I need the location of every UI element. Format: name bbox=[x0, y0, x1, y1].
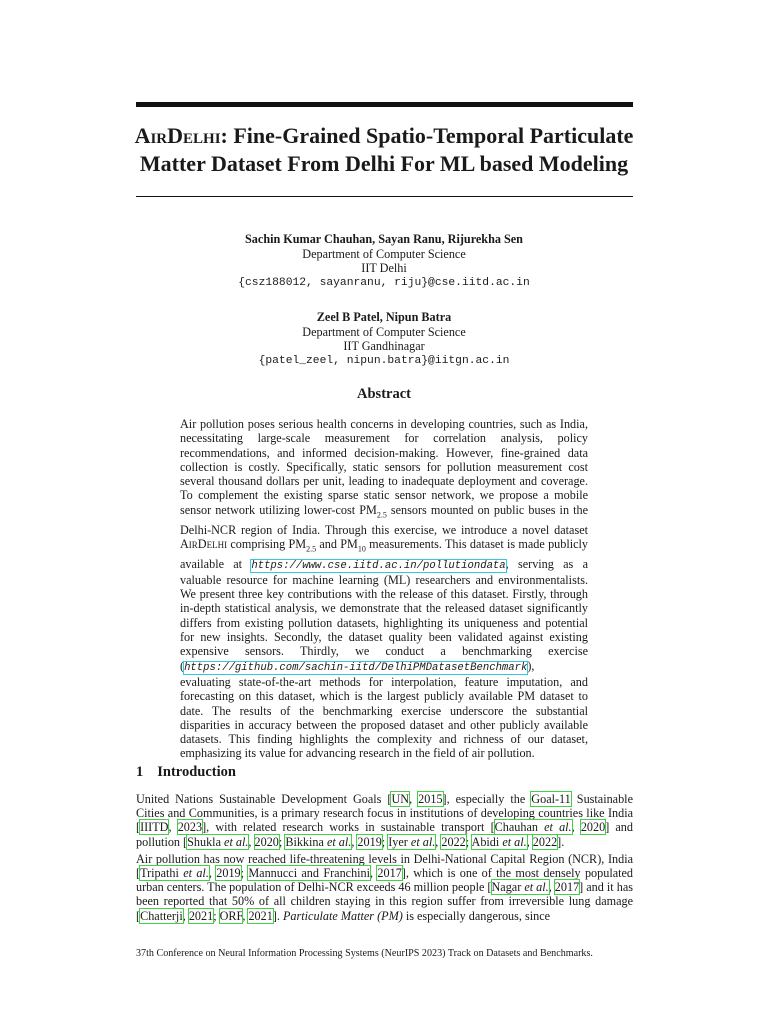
body-text: United Nations Sustainable Development Goals [ bbox=[136, 792, 392, 806]
title-top-rule bbox=[136, 102, 633, 107]
citation-link[interactable]: 2023 bbox=[177, 820, 203, 835]
abstract-text: ), evaluating state-of-the-art methods for interpolation, feature imputation, and forecasting on this dataset, which is the largest publicly available PM dataset to date. The results of the benchmarking exercise underscore the substantial disparities in accuracy between the proposed dataset and other publicly available datasets. This finding highlights the complexity and richness of our dataset, emphasizing its value for advancing research in the field of air pollution. bbox=[180, 658, 588, 761]
intro-paragraph-1 bbox=[136, 792, 633, 849]
body-text: Sustainable Cities and Communities, is a primary research focus in institutions of developing countries like India [ bbox=[136, 792, 633, 835]
body-text: ; bbox=[213, 908, 220, 923]
citation-etal: et al. bbox=[326, 834, 352, 849]
author-inst-iitgn: IIT Gandhinagar bbox=[343, 339, 425, 353]
citation-link[interactable]: 2021 bbox=[188, 908, 214, 923]
author-email-iitd: {csz188012, sayanranu, riju}@cse.iitd.ac.in bbox=[238, 276, 530, 289]
citation-link[interactable]: 2022 bbox=[532, 834, 558, 849]
citation-link[interactable] bbox=[187, 835, 248, 849]
pm25-subscript: 2.5 bbox=[306, 544, 317, 554]
author-dept-iitd: Department of Computer Science bbox=[302, 246, 466, 261]
citation-author: Iyer bbox=[388, 834, 411, 849]
pm10-subscript: 10 bbox=[357, 544, 366, 554]
emphasis-text: Particulate Matter (PM) bbox=[282, 908, 403, 923]
author-dept-iitgn: Department of Computer Science bbox=[302, 324, 466, 339]
title-line1-rest: : Fine-Grained Spatio-Temporal Particulate bbox=[220, 123, 634, 148]
citation-link[interactable]: UN bbox=[391, 792, 410, 806]
body-text: Air pollution has now reached life-threatening levels in Delhi-National Capital Region (NCR), India [ bbox=[136, 851, 633, 881]
citation-link[interactable] bbox=[140, 866, 209, 880]
citation-etal: et al. bbox=[410, 834, 436, 849]
citation-link[interactable]: 2020 bbox=[580, 820, 606, 835]
body-text: ], with related research works in sustainable transport [ bbox=[202, 820, 495, 835]
body-text: ]. bbox=[557, 834, 565, 849]
abstract-heading: Abstract bbox=[357, 386, 411, 402]
citation-link[interactable]: 2015 bbox=[418, 792, 443, 806]
citation-link[interactable] bbox=[285, 835, 351, 849]
citation-etal: et al. bbox=[524, 880, 549, 895]
citation-author: Bikkina bbox=[285, 834, 327, 849]
body-text: ], which is one of the most densely populated urban centers. The population of Delhi-NCR exceeds 46 million people [ bbox=[136, 866, 634, 895]
citation-link[interactable] bbox=[388, 835, 435, 849]
abstract-text: , serving as a valuable resource for machine learning (ML) researchers and environmentalists. We present three key contributions with the release of this dataset. Firstly, through in-depth statistical analysis, we demonstrate that the released dataset significantly differs from existing pollution datasets, highlighting its uniqueness and potential for new insights. Secondly, the dataset quality been validated against existing expensive sensors. Thirdly, we conduct a benchmarking exercise ( bbox=[180, 556, 588, 673]
body-text: ; bbox=[278, 834, 286, 849]
citation-link[interactable] bbox=[472, 835, 527, 849]
body-text: ] and it has been reported that 50% of all children staying in this region suffer from irreversible lung damage [ bbox=[136, 880, 633, 923]
body-text: , bbox=[435, 834, 442, 849]
body-text: , bbox=[168, 820, 178, 835]
body-text: , bbox=[208, 866, 217, 881]
section-number: 1 bbox=[136, 764, 144, 780]
citation-link[interactable] bbox=[492, 880, 549, 894]
body-text: , bbox=[548, 880, 555, 895]
abstract-text: sensors mounted on public buses in the Delhi-NCR region of India. Through this exercise, we introduce a novel dataset bbox=[180, 502, 589, 537]
intro-paragraph-2 bbox=[136, 852, 633, 923]
citation-link[interactable]: ORF bbox=[219, 908, 243, 923]
body-text: , bbox=[248, 834, 255, 849]
abstract-text: comprising PM bbox=[227, 536, 307, 551]
citation-link[interactable]: 2017 bbox=[554, 880, 580, 895]
benchmark-github-link[interactable]: https://github.com/sachin-iitd/DelhiPMDatasetBenchmark bbox=[184, 661, 528, 674]
body-text: ]. bbox=[272, 908, 283, 923]
title-bottom-rule bbox=[136, 196, 633, 197]
body-text: ; bbox=[465, 834, 472, 849]
citation-etal: et al. bbox=[183, 866, 209, 881]
author-inst-iitd: IIT Delhi bbox=[361, 261, 407, 275]
body-text: , bbox=[242, 908, 249, 923]
body-text: , bbox=[370, 866, 378, 881]
body-text: , bbox=[571, 820, 581, 835]
body-text: , bbox=[351, 834, 358, 849]
body-text: is especially dangerous, since bbox=[402, 908, 551, 923]
citation-link[interactable]: Goal-11 bbox=[531, 792, 571, 806]
abstract-text: measurements. This dataset is made publicly available at bbox=[180, 536, 589, 571]
citation-link[interactable]: 2020 bbox=[254, 834, 279, 849]
author-block-iitd bbox=[120, 232, 648, 290]
citation-link[interactable]: 2019 bbox=[357, 834, 382, 849]
body-text: ] and pollution [ bbox=[136, 820, 633, 849]
citation-etal: et al. bbox=[224, 834, 249, 849]
author-email-iitgn: {patel_zeel, nipun.batra}@iitgn.ac.in bbox=[258, 354, 510, 367]
citation-link[interactable]: Chatterji bbox=[140, 908, 183, 923]
body-text: ], especially the bbox=[442, 792, 532, 806]
author-block-iitgn bbox=[120, 310, 648, 368]
section-title: Introduction bbox=[157, 764, 236, 780]
body-text: ; bbox=[381, 834, 389, 849]
citation-link[interactable]: 2017 bbox=[377, 866, 402, 881]
author-names-iitd: Sachin Kumar Chauhan, Sayan Ranu, Rijurekha Sen bbox=[245, 232, 523, 246]
paper-title bbox=[120, 122, 648, 178]
abstract-text: Air pollution poses serious health concerns in developing countries, such as India, necessitating large-scale measurement for correlation analysis, policy recommendations, and informed decision-making. However, fine-grained data collection is costly. Specifically, static sensors for pollution measurement cost several thousand dollars per unit, leading to inadequate deployment and coverage. To complement the existing sparse static sensor network, we propose a mobile sensor network utilizing lower-cost PM bbox=[180, 417, 588, 517]
body-text: , bbox=[526, 834, 533, 849]
body-text: , bbox=[182, 908, 189, 923]
citation-link[interactable] bbox=[495, 820, 572, 834]
section-heading-introduction bbox=[136, 764, 236, 781]
title-dataset-name: AirDelhi bbox=[134, 123, 221, 148]
citation-author: Abidi bbox=[471, 834, 503, 849]
dataset-url-link[interactable]: https://www.cse.iitd.ac.in/pollutiondata bbox=[251, 559, 506, 572]
citation-author: Nagar bbox=[491, 880, 525, 895]
pm25-subscript: 2.5 bbox=[376, 510, 387, 520]
citation-link[interactable]: 2019 bbox=[216, 866, 241, 881]
title-line2: Matter Dataset From Delhi For ML based Modeling bbox=[139, 151, 629, 176]
citation-etal: et al. bbox=[544, 820, 572, 835]
citation-link[interactable]: 2022 bbox=[441, 834, 466, 849]
abstract-body bbox=[180, 417, 588, 761]
citation-author: Chauhan bbox=[494, 820, 545, 835]
citation-link[interactable]: IIITD bbox=[140, 820, 169, 835]
abstract-text: and PM bbox=[316, 536, 358, 551]
citation-author: Tripathi bbox=[140, 866, 184, 881]
body-text: ; bbox=[240, 866, 249, 881]
conference-footnote: 37th Conference on Neural Information Processing Systems (NeurIPS 2023) Track on Datasets and Benchmarks. bbox=[136, 948, 593, 959]
citation-link[interactable]: Mannucci and Franchini bbox=[248, 866, 371, 881]
citation-etal: et al. bbox=[502, 834, 527, 849]
body-text: , bbox=[409, 792, 419, 806]
citation-author: Shukla bbox=[187, 834, 225, 849]
citation-link[interactable]: 2021 bbox=[248, 908, 273, 923]
dataset-name: AirDelhi bbox=[180, 536, 228, 551]
introduction-body bbox=[136, 792, 633, 926]
author-names-iitgn: Zeel B Patel, Nipun Batra bbox=[316, 310, 452, 324]
